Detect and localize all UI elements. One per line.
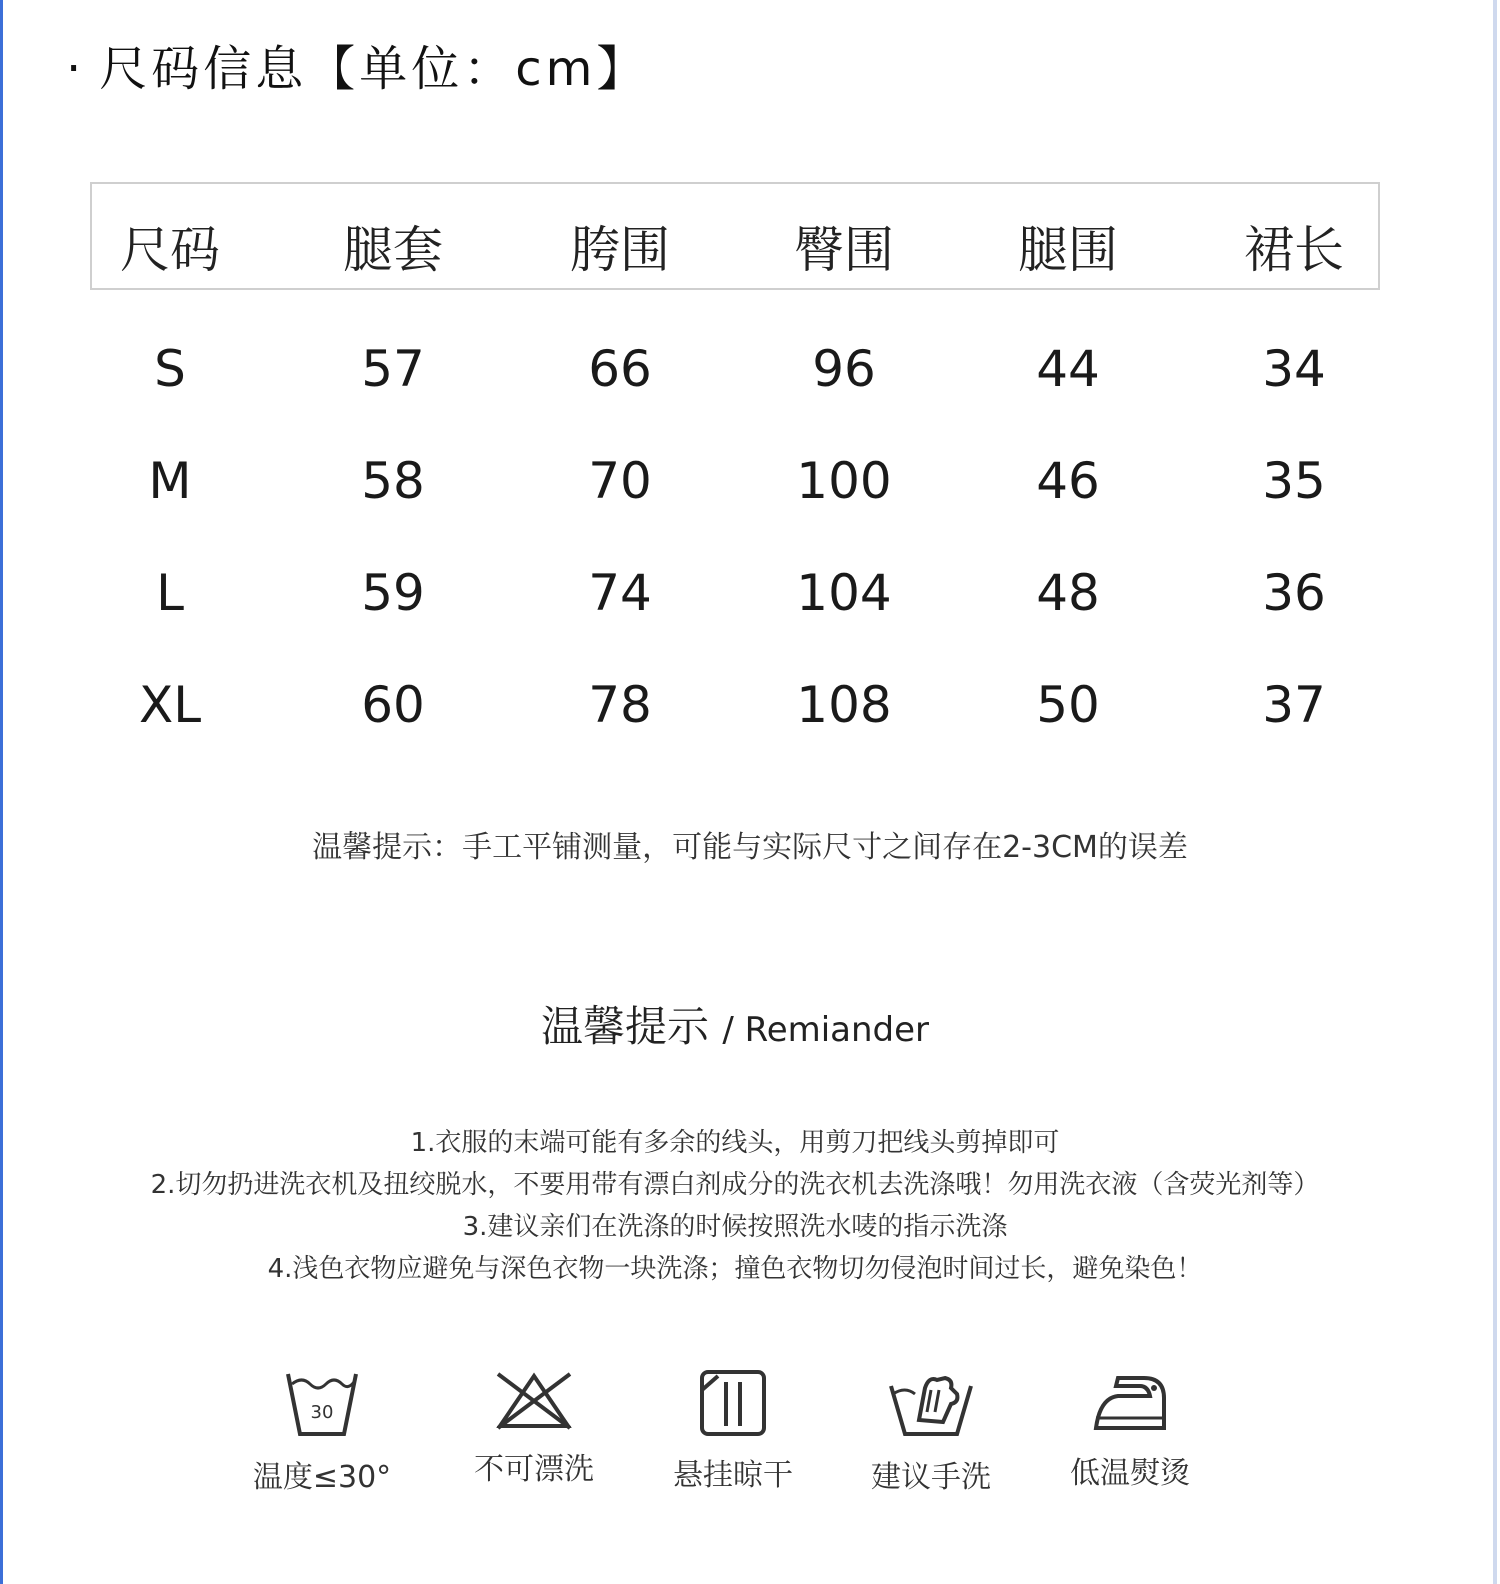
table-cell: 66 bbox=[588, 340, 652, 398]
table-cell: 46 bbox=[1036, 452, 1100, 510]
page-title bbox=[66, 30, 648, 99]
title-text: 尺码信息【单位：cm】 bbox=[99, 41, 649, 97]
table-cell: 59 bbox=[361, 564, 425, 622]
measure-note: 温馨提示：手工平铺测量，可能与实际尺寸之间存在2-3CM的误差 bbox=[312, 830, 1188, 865]
table-cell: 96 bbox=[812, 340, 876, 398]
no-bleach-icon bbox=[492, 1368, 576, 1432]
right-border bbox=[1493, 0, 1497, 1584]
table-cell: 37 bbox=[1262, 676, 1326, 734]
table-cell: 70 bbox=[588, 452, 652, 510]
hang-dry-icon bbox=[698, 1368, 768, 1438]
header-skirt-length: 裙长 bbox=[1244, 221, 1344, 279]
table-cell: 74 bbox=[588, 564, 652, 622]
table-cell: 50 bbox=[1036, 676, 1100, 734]
care-hang-dry bbox=[643, 1368, 823, 1494]
hand-wash-icon bbox=[885, 1368, 977, 1440]
header-hip-width: 胯围 bbox=[570, 221, 670, 279]
size-label-cell: M bbox=[148, 452, 192, 510]
table-cell: 44 bbox=[1036, 340, 1100, 398]
header-thigh: 腿围 bbox=[1018, 221, 1118, 279]
tip-4: 4.浅色衣物应避免与深色衣物一块洗涤；撞色衣物切勿侵泡时间过长，避免染色！ bbox=[267, 1254, 1203, 1284]
low-iron-icon bbox=[1088, 1368, 1172, 1436]
reminder-title-text: 温馨提示 bbox=[540, 1002, 709, 1051]
table-cell: 58 bbox=[361, 452, 425, 510]
wash-temp: 30 bbox=[310, 1402, 334, 1423]
header-leg-cover: 腿套 bbox=[343, 221, 443, 279]
size-label-cell: S bbox=[154, 340, 186, 398]
wash-30-icon bbox=[282, 1368, 362, 1440]
table-cell: 100 bbox=[796, 452, 892, 510]
table-cell: 57 bbox=[361, 340, 425, 398]
care-low-iron bbox=[1040, 1368, 1220, 1492]
reminder-subtitle: / Remiander bbox=[722, 1010, 930, 1050]
table-cell: 36 bbox=[1262, 564, 1326, 622]
header-size: 尺码 bbox=[120, 221, 220, 279]
care-wash-30 bbox=[232, 1368, 412, 1496]
table-cell: 35 bbox=[1262, 452, 1326, 510]
care-label: 温度≤30° bbox=[252, 1460, 392, 1495]
table-cell: 108 bbox=[796, 676, 892, 734]
size-label-cell: L bbox=[156, 564, 184, 622]
left-border bbox=[0, 0, 3, 1584]
tip-2: 2.切勿扔进洗衣机及扭绞脱水，不要用带有漂白剂成分的洗衣机去洗涤哦！勿用洗衣液（含荧光剂等） bbox=[150, 1170, 1320, 1200]
size-table-header bbox=[90, 182, 1380, 290]
care-label: 不可漂洗 bbox=[474, 1452, 594, 1487]
header-hip: 臀围 bbox=[794, 221, 894, 279]
care-label: 悬挂晾干 bbox=[673, 1458, 793, 1493]
tip-3: 3.建议亲们在洗涤的时候按照洗水唛的指示洗涤 bbox=[462, 1212, 1008, 1242]
care-no-bleach bbox=[444, 1368, 624, 1488]
size-label-cell: XL bbox=[138, 676, 202, 734]
table-cell: 34 bbox=[1262, 340, 1326, 398]
table-cell: 104 bbox=[796, 564, 892, 622]
table-cell: 78 bbox=[588, 676, 652, 734]
table-cell: 48 bbox=[1036, 564, 1100, 622]
care-label: 建议手洗 bbox=[871, 1460, 991, 1495]
care-hand-wash bbox=[841, 1368, 1021, 1496]
care-label: 低温熨烫 bbox=[1070, 1456, 1190, 1491]
reminder-title bbox=[0, 994, 1470, 1054]
tip-1: 1.衣服的末端可能有多余的线头，用剪刀把线头剪掉即可 bbox=[410, 1128, 1060, 1158]
title-bullet: · bbox=[66, 41, 86, 97]
table-cell: 60 bbox=[361, 676, 425, 734]
